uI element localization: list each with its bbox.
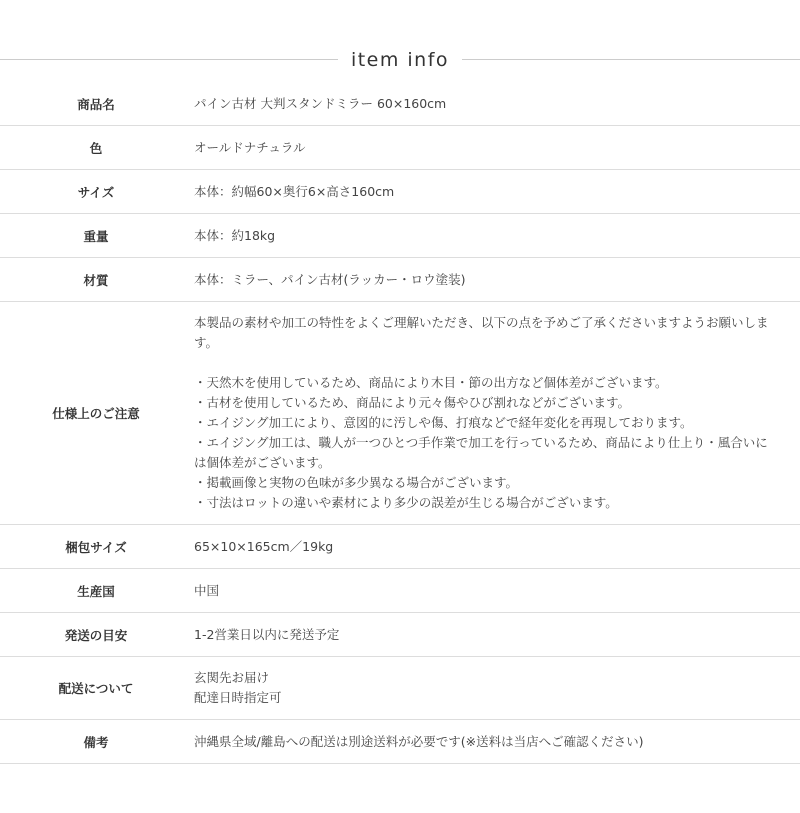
row-label: 備考 — [0, 720, 192, 764]
row-value: 65×10×165cm／19kg — [192, 525, 800, 569]
notes-content — [192, 302, 800, 525]
table-row-size — [0, 170, 800, 214]
delivery-line: 玄関先お届け — [194, 670, 270, 685]
row-label: 仕様上のご注意 — [0, 302, 192, 525]
notes-spacer — [194, 353, 774, 373]
row-value: 本体：約18kg — [192, 214, 800, 258]
section-title-bar — [0, 46, 800, 74]
table-row-country — [0, 569, 800, 613]
row-label: 生産国 — [0, 569, 192, 613]
row-label: 梱包サイズ — [0, 525, 192, 569]
row-value: パイン古材 大判スタンドミラー 60×160cm — [192, 82, 800, 126]
table-row-material — [0, 258, 800, 302]
row-label: 発送の目安 — [0, 613, 192, 657]
row-value: 本体：約幅60×奥行6×高さ160cm — [192, 170, 800, 214]
row-value: 中国 — [192, 569, 800, 613]
table-row-remarks — [0, 720, 800, 764]
title-divider-right — [462, 59, 800, 60]
table-row-color — [0, 126, 800, 170]
row-label: 重量 — [0, 214, 192, 258]
table-row-shipping-time — [0, 613, 800, 657]
row-label: サイズ — [0, 170, 192, 214]
row-label: 材質 — [0, 258, 192, 302]
table-row-delivery — [0, 657, 800, 720]
list-item: ・寸法はロットの違いや素材により多少の誤差が生じる場合がございます。 — [194, 495, 618, 510]
table-row-weight — [0, 214, 800, 258]
row-value: 1-2営業日以内に発送予定 — [192, 613, 800, 657]
list-item: ・エイジング加工は、職人が一つひとつ手作業で加工を行っているため、商品により仕上り・風合いには個体差がございます。 — [194, 435, 768, 470]
row-label: 配送について — [0, 657, 192, 720]
row-value: 沖縄県全域/離島への配送は別途送料が必要です(※送料は当店へご確認ください) — [192, 720, 800, 764]
row-value: 本体：ミラー、パイン古材(ラッカー・ロウ塗装) — [192, 258, 800, 302]
item-info-table — [0, 82, 800, 764]
table-row-package-size — [0, 525, 800, 569]
row-label: 色 — [0, 126, 192, 170]
delivery-content — [192, 657, 800, 720]
list-item: ・エイジング加工により、意図的に汚しや傷、打痕などで経年変化を再現しております。 — [194, 415, 693, 430]
section-title: item info — [350, 49, 450, 71]
title-divider-left — [0, 59, 338, 60]
notes-intro: 本製品の素材や加工の特性をよくご理解いただき、以下の点を予めご了承くださいますようお願いします。 — [194, 315, 769, 350]
list-item: ・天然木を使用しているため、商品により木目・節の出方など個体差がございます。 — [194, 375, 668, 390]
row-label: 商品名 — [0, 82, 192, 126]
table-row-product-name — [0, 82, 800, 126]
table-row-notes — [0, 302, 800, 525]
row-value: オールドナチュラル — [192, 126, 800, 170]
notes-list — [194, 373, 774, 513]
delivery-line: 配達日時指定可 — [194, 690, 282, 705]
list-item: ・古材を使用しているため、商品により元々傷やひび割れなどがございます。 — [194, 395, 631, 410]
list-item: ・掲載画像と実物の色味が多少異なる場合がございます。 — [194, 475, 519, 490]
